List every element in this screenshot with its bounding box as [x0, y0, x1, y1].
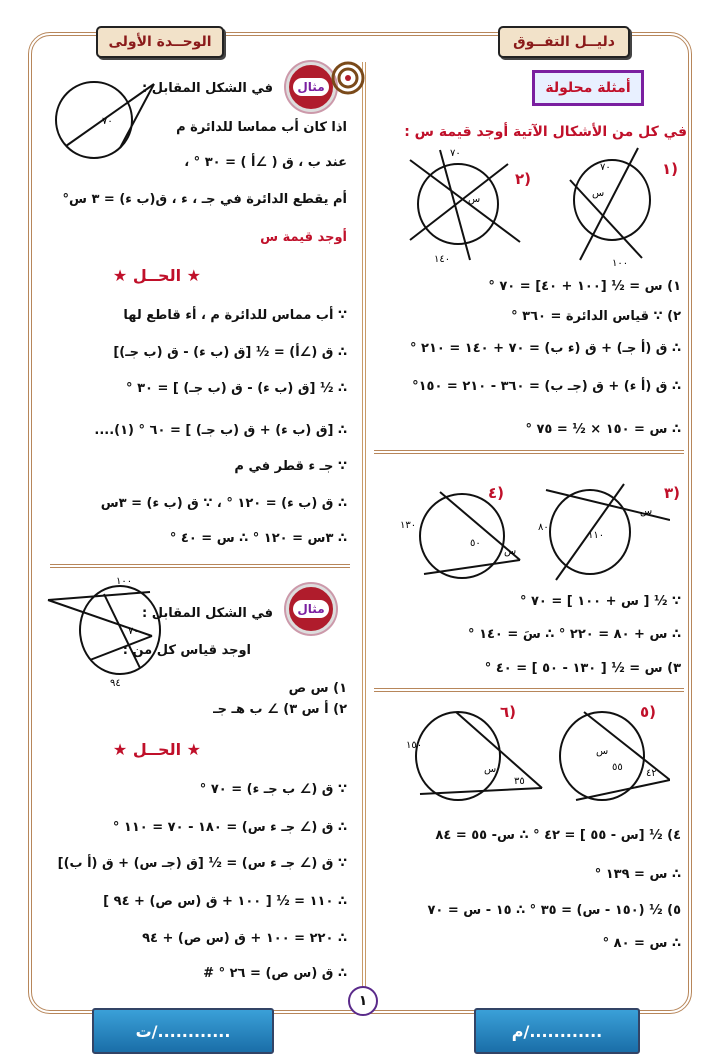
svg-text:س: س [592, 188, 605, 199]
svg-text:١٠٠: ١٠٠ [612, 258, 629, 269]
svg-text:٨٠: ٨٠ [538, 522, 549, 533]
sol2-line-2: ∴ ق (∠ جـ ء س) = ١٨٠ - ٧٠ = ١١٠ ° [112, 820, 347, 835]
svg-text:س: س [640, 506, 653, 517]
sol-c-4: ∴ س = ٨٠ ° [602, 936, 681, 951]
figure-6 [406, 712, 542, 800]
figure-1 [570, 148, 650, 269]
ex2-line-4: ٢) أ س ٣) ∠ ب هـ جـ [213, 702, 347, 717]
svg-text:٥٠: ٥٠ [470, 538, 481, 549]
solution-title-1: ★ الحــل ★ [112, 266, 201, 285]
svg-text:١٠٠: ١٠٠ [116, 576, 133, 587]
separator-2 [374, 688, 684, 692]
sol-b-1: ∵ ½ [ س + ١٠٠ ] = ٧٠ ° [519, 594, 681, 609]
example-2-figure [44, 576, 168, 688]
footer-right-box: م/............ [474, 1008, 640, 1054]
solution-title-2: ★ الحــل ★ [112, 740, 201, 759]
ex1-find: أوجد قيمة س [260, 230, 347, 245]
figures-3-4 [380, 470, 670, 585]
ex1-line-2: اذا كان أب مماسا للدائرة م [176, 120, 347, 135]
svg-text:٣٥: ٣٥ [514, 776, 525, 787]
svg-text:س: س [468, 194, 481, 205]
svg-text:١٤٠: ١٤٠ [434, 254, 451, 265]
column-divider [362, 62, 366, 1010]
figure-3 [538, 484, 670, 580]
svg-text:٧٠: ٧٠ [450, 148, 461, 159]
ex1-line-4: أم يقطع الدائرة في جـ ، ء ، ق(ب ء) = ٣ س° [62, 192, 347, 207]
target-icon [330, 60, 366, 96]
sol1-line-7: ∴ ٣س = ١٢٠ ° ∴ س = ٤٠ ° [169, 531, 347, 546]
sol-b-3: ٣) س = ½ [ ١٣٠ - ٥٠ ] = ٤٠ ° [484, 661, 681, 676]
example-badge-1: مثال [286, 62, 336, 112]
svg-text:٤٢: ٤٢ [646, 768, 657, 779]
intro-text: في كل من الأشكال الآتية أوجد قيمة س : [404, 124, 687, 140]
ex1-line-3: عند ب ، ق ( ∠أ ) = ٣٠ ° ، [184, 155, 347, 170]
label-2: ٢) [515, 170, 532, 188]
ex2-line-2: اوجد قياس كل من : [122, 643, 251, 658]
svg-text:١٣٠: ١٣٠ [400, 520, 417, 531]
svg-text:٧٠: ٧٠ [128, 626, 139, 637]
sol-a-4: ∴ ق (أ ء) + ق (جـ ب) = ٣٦٠ - ٢١٠ = ١٥٠° [412, 379, 681, 394]
label-6: ٦) [500, 703, 517, 721]
ex1-line-1: في الشكل المقابل : [142, 81, 273, 96]
sol2-line-1: ∵ ق (∠ ب جـ ء) = ٧٠ ° [199, 782, 347, 797]
svg-text:س: س [504, 546, 517, 557]
svg-text:س: س [484, 764, 497, 775]
svg-text:س: س [596, 746, 609, 757]
sol2-line-3: ∵ ق (∠ جـ ء س) = ½ [ق (جـ س) + ق (أ ب)] [57, 856, 347, 871]
figure-5 [560, 712, 670, 800]
svg-text:١١٠: ١١٠ [588, 530, 605, 541]
figures-1-2 [380, 140, 670, 270]
footer-left-box: ت/............ [92, 1008, 274, 1054]
sol-c-2: ∴ س = ١٣٩ ° [594, 867, 681, 882]
ex2-line-1: في الشكل المقابل : [142, 606, 273, 621]
svg-text:٧٠: ٧٠ [102, 116, 113, 127]
label-1: ١) [662, 160, 679, 178]
sol2-line-6: ∴ ق (س ص) = ٢٦ ° # [203, 966, 347, 981]
sol-a-5: ∴ س = ١٥٠ × ½ = ٧٥ ° [525, 422, 681, 437]
sol-a-2: ٢) ∵ قياس الدائرة = ٣٦٠ ° [511, 309, 681, 324]
page-number: ١ [348, 986, 378, 1016]
sol1-line-4: ∴ [ق (ب ء) + ق (ب جـ) ] = ٦٠ ° (١).... [94, 423, 347, 438]
separator-left [50, 564, 350, 568]
example-badge-2: مثال [286, 584, 336, 634]
sol-a-3: ∴ ق (أ جـ) + ق (ء ب) = ٧٠ + ١٤٠ = ٢١٠ ° [410, 341, 681, 356]
label-5: ٥) [640, 703, 657, 721]
label-4: ٤) [488, 484, 505, 502]
figure-4 [400, 492, 520, 578]
sol-c-3: ٥) ½ (١٥٠ - س) = ٣٥ ° ∴ ١٥ - س = ٧٠ [427, 903, 681, 918]
sol-a-1: ١) س = ½ [١٠٠ + ٤٠] = ٧٠ ° [488, 279, 681, 294]
svg-text:٩٤: ٩٤ [110, 678, 121, 688]
separator-1 [374, 450, 684, 454]
svg-text:٧٠: ٧٠ [600, 162, 611, 173]
sol1-line-2: ∴ ق (∠أ) = ½ [ق (ب ء) - ق (ب جـ)] [113, 345, 347, 360]
figures-5-6 [380, 700, 670, 815]
solved-examples-title: أمثلة محلولة [532, 70, 644, 106]
sol1-line-3: ∴ ½ [ق (ب ء) - ق (ب جـ) ] = ٣٠ ° [126, 381, 347, 396]
sol2-line-4: ∴ ١١٠ = ½ [ ١٠٠ + ق (س ص) + ٩٤ ] [103, 894, 347, 909]
sol1-line-1: ∵ أب مماس للدائرة م ، أء قاطع لها [123, 308, 347, 323]
svg-text:١٥٠: ١٥٠ [406, 740, 423, 751]
label-3: ٣) [664, 484, 681, 502]
sol1-line-6: ∴ ق (ب ء) = ١٢٠ ° ، ∵ ق (ب ء) = ٣س [100, 496, 347, 511]
sol-c-1: ٤) ½ [س - ٥٥ ] = ٤٢ ° ∴ س- ٥٥ = ٨٤ [435, 828, 681, 843]
figure-2 [410, 148, 520, 265]
sol-b-2: ∴ س + ٨٠ = ٢٢٠ ° ∴ سَ = ١٤٠ ° [468, 627, 681, 642]
svg-text:٥٥: ٥٥ [612, 762, 623, 773]
sol2-line-5: ∴ ٢٢٠ = ١٠٠ + ق (س ص) + ٩٤ [142, 931, 347, 946]
header-guide-tab: دليــل التفــوق [498, 26, 630, 58]
header-unit-tab: الوحــدة الأولى [96, 26, 224, 58]
ex2-line-3: ١) س ص [288, 681, 347, 696]
sol1-line-5: ∵ جـ ء قطر في م [234, 459, 347, 474]
